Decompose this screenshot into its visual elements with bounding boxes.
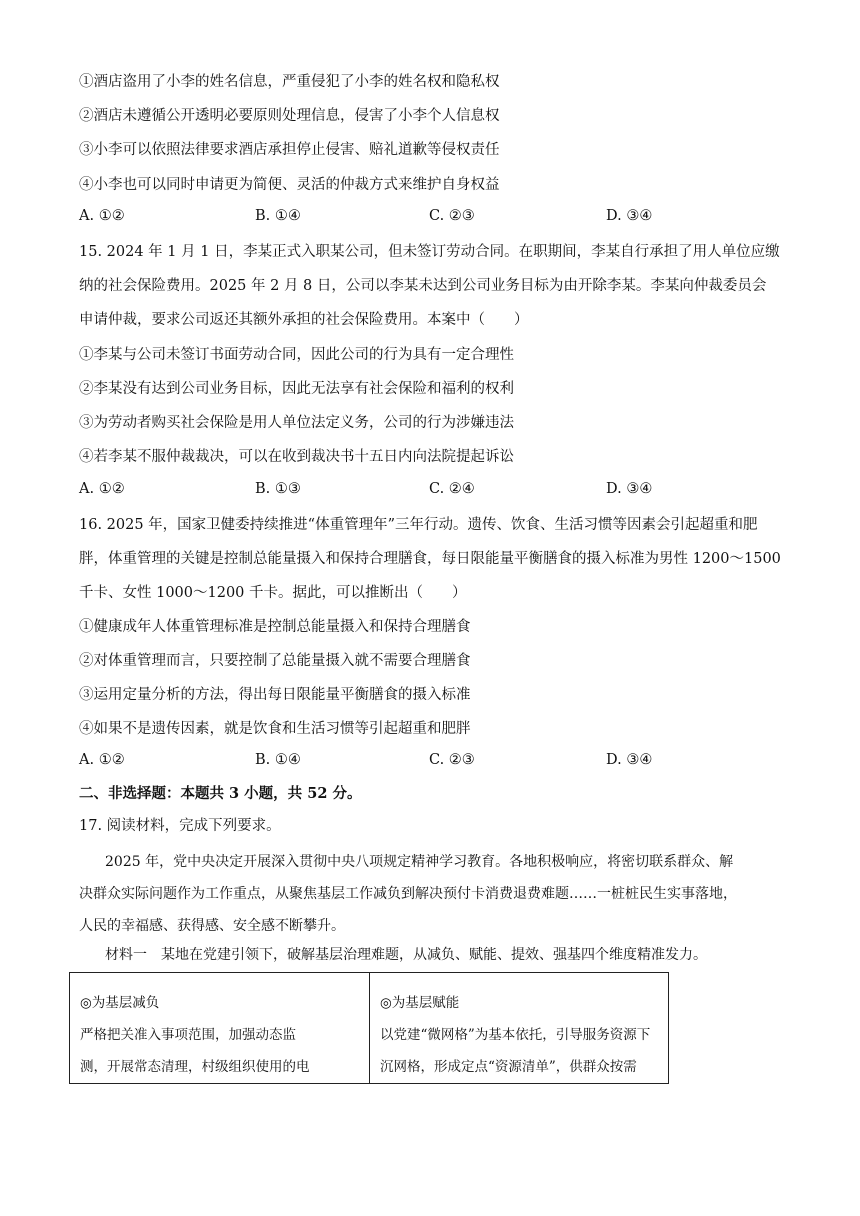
material-one: 材料一 某地在党建引领下，破解基层治理难题，从减负、赋能、提效、强基四个维度精准发力。 (105, 947, 707, 963)
q16-stem-line-2: 胖，体重管理的关键是控制总能量摄入和保持合理膳食，每日限能量平衡膳食的摄入标准为男性 1200～1500 (79, 551, 781, 567)
q16-item-1: ①健康成年人体重管理标准是控制总能量摄入和保持合理膳食 (79, 619, 471, 635)
q15-item-2: ②李某没有达到公司业务目标，因此无法享有社会保险和福利的权利 (79, 381, 514, 397)
q17-paragraph-line-1: 2025 年，党中央决定开展深入贯彻中央八项规定精神学习教育。各地积极响应，将密切联系群众、解 (105, 854, 734, 870)
q15-option-a: A. ①② (79, 481, 125, 497)
q15-item-4: ④若李某不服仲裁裁决，可以在收到裁决书十五日内向法院提起诉讼 (79, 449, 514, 465)
q16-options (79, 752, 779, 772)
section-heading: 二、非选择题：本题共 3 小题，共 52 分。 (79, 785, 362, 802)
q16-option-a: A. ①② (79, 752, 125, 768)
table-cell-reduce-burden (70, 973, 369, 1083)
q15-stem-line-3: 申请仲裁，要求公司返还其额外承担的社会保险费用。本案中（ ） (79, 312, 529, 328)
material-table (69, 972, 669, 1084)
q15-stem-line-1: 15. 2024 年 1 月 1 日，李某正式入职某公司，但未签订劳动合同。在职期间，李某自行承担了用人单位应缴 (79, 244, 780, 260)
q14-options (79, 208, 779, 228)
q14-item-1: ①酒店盗用了小李的姓名信息，严重侵犯了小李的姓名权和隐私权 (79, 74, 500, 90)
q14-item-4: ④小李也可以同时申请更为简便、灵活的仲裁方式来维护自身权益 (79, 177, 500, 193)
q17-intro: 17. 阅读材料，完成下列要求。 (79, 818, 281, 834)
q15-option-b: B. ①③ (255, 481, 301, 497)
q14-option-c: C. ②③ (429, 208, 475, 224)
q14-option-a: A. ①② (79, 208, 125, 224)
q16-item-3: ③运用定量分析的方法，得出每日限能量平衡膳食的摄入标准 (79, 687, 471, 703)
cell-line: 沉网格，形成定点“资源清单”，供群众按需 (380, 1059, 637, 1075)
q14-item-2: ②酒店未遵循公开透明必要原则处理信息，侵害了小李个人信息权 (79, 108, 500, 124)
cell-line: 以党建“微网格”为基本依托，引导服务资源下 (380, 1027, 651, 1043)
q15-option-d: D. ③④ (606, 481, 653, 497)
q15-item-3: ③为劳动者购买社会保险是用人单位法定义务，公司的行为涉嫌违法 (79, 415, 514, 431)
q17-paragraph-line-2: 决群众实际问题作为工作重点，从聚焦基层工作减负到解决预付卡消费退费难题……一桩桩民生实事落地， (79, 886, 737, 902)
q15-stem-line-2: 纳的社会保险费用。2025 年 2 月 8 日，公司以李某未达到公司业务目标为由开除李某。李某向仲裁委员会 (79, 278, 767, 294)
q16-stem-line-1: 16. 2025 年，国家卫健委持续推进“体重管理年”三年行动。遗传、饮食、生活习惯等因素会引起超重和肥 (79, 517, 758, 533)
table-cell-empower (369, 973, 668, 1083)
q16-option-c: C. ②③ (429, 752, 475, 768)
q15-options (79, 481, 779, 501)
q16-item-4: ④如果不是遗传因素，就是饮食和生活习惯等引起超重和肥胖 (79, 721, 471, 737)
q14-option-b: B. ①④ (255, 208, 301, 224)
q16-stem-line-3: 千卡、女性 1000～1200 千卡。据此，可以推断出（ ） (79, 585, 467, 601)
q14-item-3: ③小李可以依照法律要求酒店承担停止侵害、赔礼道歉等侵权责任 (79, 142, 500, 158)
cell-line: 测，开展常态清理，村级组织使用的电 (80, 1059, 310, 1075)
q17-paragraph-line-3: 人民的幸福感、获得感、安全感不断攀升。 (79, 918, 345, 934)
cell-title: ◎为基层减负 (80, 995, 160, 1011)
q16-option-b: B. ①④ (255, 752, 301, 768)
cell-line: 严格把关准入事项范围，加强动态监 (80, 1027, 296, 1043)
q16-option-d: D. ③④ (606, 752, 653, 768)
q16-item-2: ②对体重管理而言，只要控制了总能量摄入就不需要合理膳食 (79, 653, 471, 669)
q15-item-1: ①李某与公司未签订书面劳动合同，因此公司的行为具有一定合理性 (79, 347, 514, 363)
q14-option-d: D. ③④ (606, 208, 653, 224)
q15-option-c: C. ②④ (429, 481, 475, 497)
cell-title: ◎为基层赋能 (380, 995, 460, 1011)
